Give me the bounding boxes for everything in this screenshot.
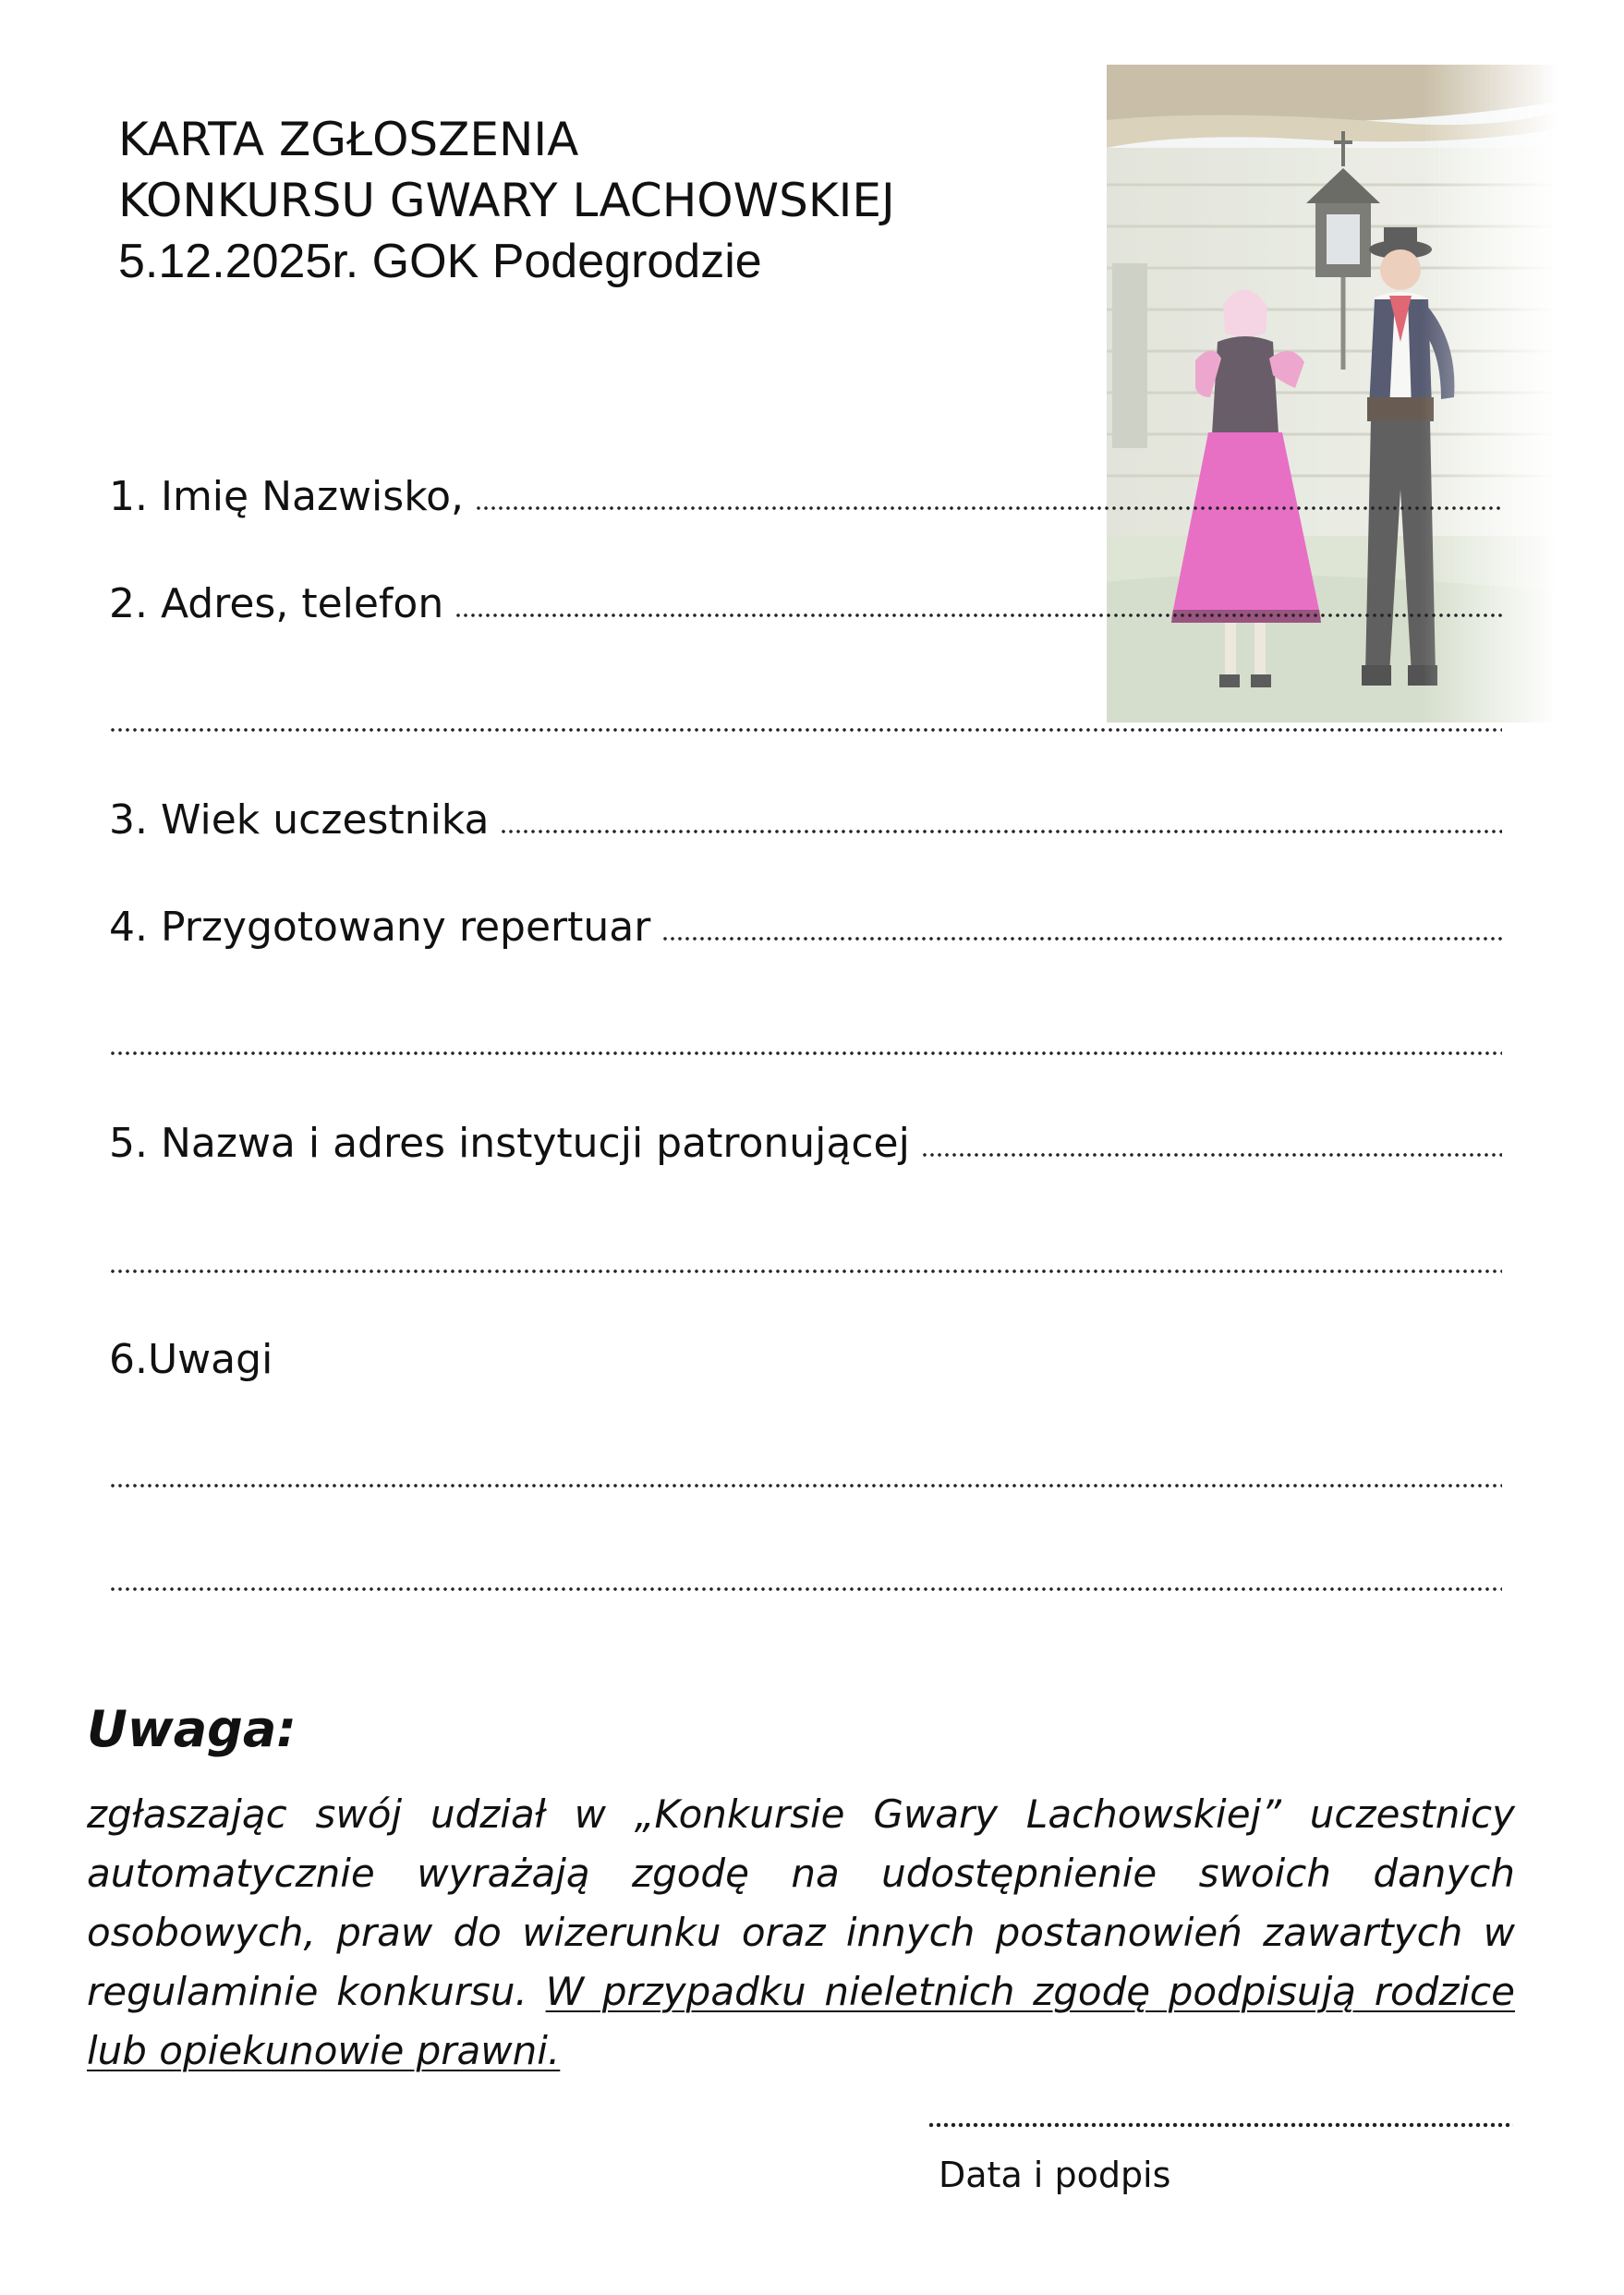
- field-repertoire-continuation: [109, 1014, 1502, 1070]
- field-institution: [109, 1116, 1502, 1172]
- field-remarks-line-2: [109, 1584, 1502, 1595]
- field-age: [109, 793, 1502, 848]
- field-institution-continuation: [109, 1232, 1502, 1288]
- field-address-line-2: [109, 724, 1502, 735]
- notice-body: zgłaszając swój udział w „Konkursie Gwary Lachowskiej” uczestnicy automatycznie wyrażają zgodę na udostępnienie swoich danych osobowych, praw do wizerunku oraz innych postanowień zawartych w regulaminie konkursu.: [87, 1791, 1515, 2014]
- notice-underlined: W przypadku nieletnich zgodę podpisują rodzice lub opiekunowie prawni.: [87, 1969, 1515, 2073]
- title-line-1: KARTA ZGŁOSZENIA: [118, 113, 579, 166]
- field-address-label: 2. Adres, telefon: [109, 580, 444, 627]
- field-address-line: [454, 610, 1502, 621]
- field-remarks: [109, 1332, 1502, 1388]
- notice-heading: Uwaga:: [87, 1700, 297, 1758]
- field-name-label: 1. Imię Nazwisko,: [109, 473, 465, 520]
- title-line-2: KONKURSU GWARY LACHOWSKIEJ: [118, 174, 895, 227]
- field-age-label: 3. Wiek uczestnika: [109, 796, 490, 844]
- field-repertoire-line: [661, 933, 1502, 944]
- field-institution-line-2: [109, 1266, 1502, 1277]
- field-institution-line: [921, 1149, 1502, 1160]
- signature-label: Data i podpis: [939, 2155, 1171, 2195]
- field-repertoire: [109, 900, 1502, 955]
- field-remarks-continuation-1: [109, 1447, 1502, 1502]
- notice-text: [87, 1785, 1515, 2081]
- form-title: [118, 109, 895, 292]
- title-line-3: 5.12.2025r. GOK Podegrodzie: [118, 235, 762, 288]
- field-institution-label: 5. Nazwa i adres instytucji patronującej: [109, 1120, 910, 1167]
- field-remarks-line-1: [109, 1480, 1502, 1491]
- field-address: [109, 577, 1502, 632]
- field-repertoire-line-2: [109, 1048, 1502, 1059]
- field-age-line: [500, 826, 1502, 837]
- field-remarks-label: 6.Uwagi: [109, 1336, 273, 1383]
- field-remarks-continuation-2: [109, 1550, 1502, 1606]
- field-name-line: [475, 503, 1502, 514]
- field-repertoire-label: 4. Przygotowany repertuar: [109, 904, 651, 951]
- field-name: [109, 469, 1502, 525]
- field-address-continuation: [109, 691, 1502, 747]
- signature-line: [927, 2121, 1513, 2132]
